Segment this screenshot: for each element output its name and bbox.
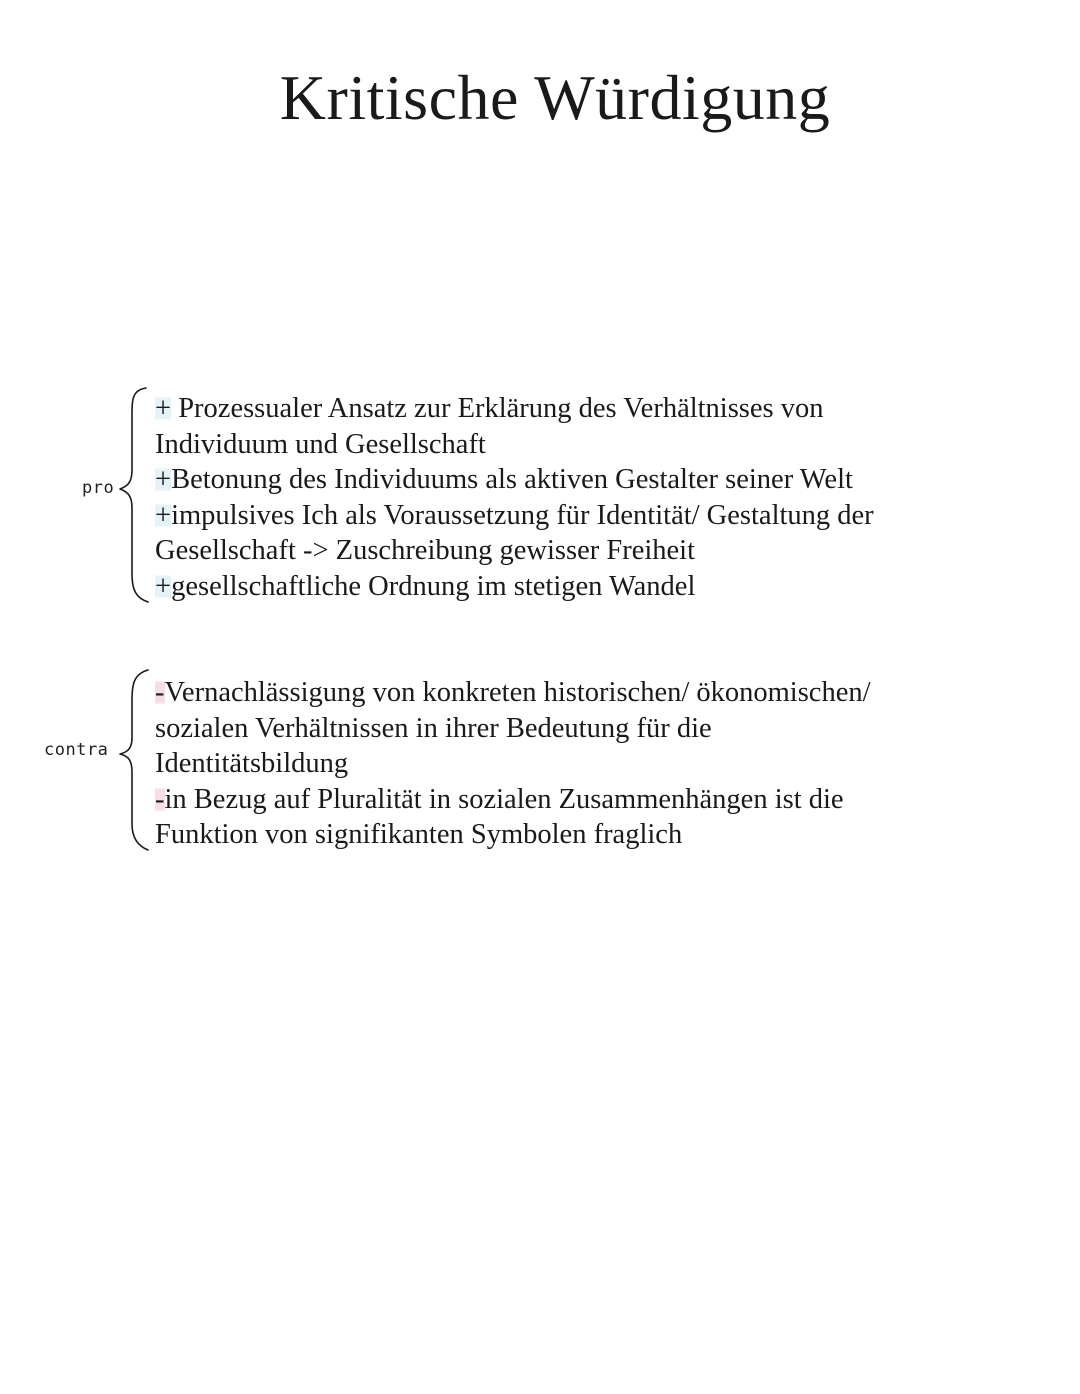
contra-line: Funktion von signifikanten Symbolen fraglich (155, 819, 683, 850)
pro-arguments (155, 391, 1060, 604)
pro-line: + Prozessualer Ansatz zur Erklärung des Verhältnisses von (155, 393, 824, 424)
pro-line: Individuum und Gesellschaft (155, 428, 486, 460)
contra-line: Identitätsbildung (155, 748, 349, 779)
contra-line: sozialen Verhältnissen in ihrer Bedeutung für die (155, 712, 712, 744)
sign-highlight: - (155, 783, 165, 815)
page-title: Kritische Würdigung (279, 62, 831, 133)
contra-label: contra (44, 740, 109, 760)
pro-line: +impulsives Ich als Voraussetzung für Identität/ Gestaltung der (155, 499, 874, 531)
sign-highlight: + (155, 464, 172, 495)
pro-line: Gesellschaft -> Zuschreibung gewisser Freiheit (155, 535, 695, 566)
pro-label: pro (82, 478, 115, 498)
contra-line: -in Bezug auf Pluralität in sozialen Zusammenhängen ist die (155, 783, 844, 815)
contra-line: -Vernachlässigung von konkreten historischen/ ökonomischen/ (155, 677, 871, 708)
pro-brace (112, 386, 160, 604)
pro-line: +Betonung des Individuums als aktiven Gestalter seiner Welt (155, 464, 853, 495)
sign-highlight: - (155, 677, 165, 708)
sign-highlight: + (155, 570, 172, 602)
contra-arguments (155, 675, 1060, 853)
contra-brace (112, 668, 160, 852)
pro-line: +gesellschaftliche Ordnung im stetigen Wandel (155, 570, 696, 602)
sign-highlight: + (155, 393, 172, 424)
sign-highlight: + (155, 499, 172, 531)
